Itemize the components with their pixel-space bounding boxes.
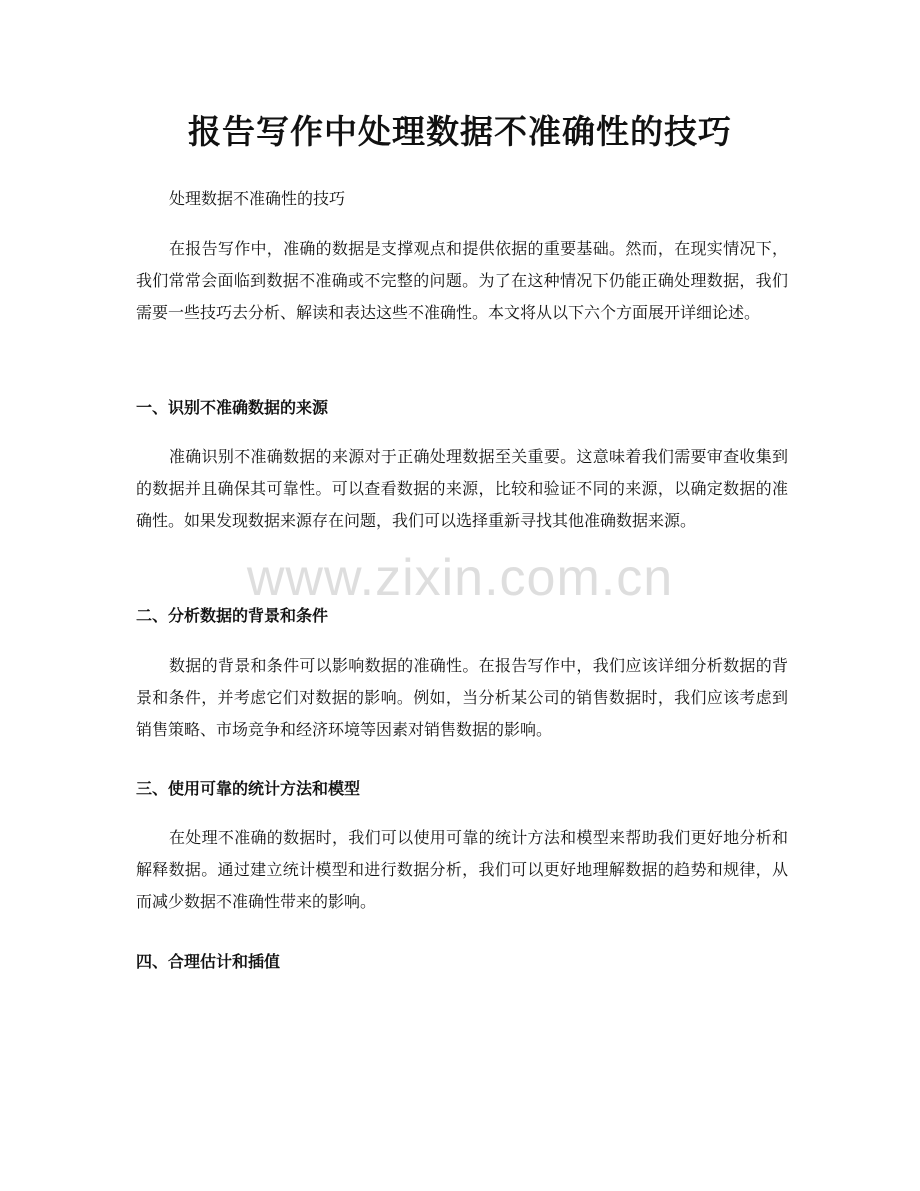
- section-heading-2: 二、分析数据的背景和条件: [136, 606, 329, 625]
- section-body-1: 准确识别不准确数据的来源对于正确处理数据至关重要。这意味着我们需要审查收集到的数据并且确保其可靠性。可以查看数据的来源，比较和验证不同的来源，以确定数据的准确性。如果发现数据来源存在问题，我们可以选择重新寻找其他准确数据来源。: [136, 447, 788, 530]
- section-heading-3: 三、使用可靠的统计方法和模型: [136, 779, 361, 798]
- document-title: 报告写作中处理数据不准确性的技巧: [188, 112, 732, 151]
- section-body-2: 数据的背景和条件可以影响数据的准确性。在报告写作中，我们应该详细分析数据的背景和条件，并考虑它们对数据的影响。例如，当分析某公司的销售数据时，我们应该考虑到销售策略、市场竞争和经济环境等因素对销售数据的影响。: [136, 656, 788, 739]
- section-heading-4: 四、合理估计和插值: [136, 952, 281, 971]
- section-heading-1: 一、识别不准确数据的来源: [136, 398, 329, 417]
- document-subtitle: 处理数据不准确性的技巧: [169, 189, 346, 208]
- section-body-3: 在处理不准确的数据时，我们可以使用可靠的统计方法和模型来帮助我们更好地分析和解释数据。通过建立统计模型和进行数据分析，我们可以更好地理解数据的趋势和规律，从而减少数据不准确性带来的影响。: [136, 828, 788, 911]
- intro-paragraph: 在报告写作中，准确的数据是支撑观点和提供依据的重要基础。然而，在现实情况下，我们常常会面临到数据不准确或不完整的问题。为了在这种情况下仍能正确处理数据，我们需要一些技巧去分析、解读和表达这些不准确性。本文将从以下六个方面展开详细论述。: [136, 239, 788, 322]
- watermark: www.zixin.com.cn: [246, 549, 674, 607]
